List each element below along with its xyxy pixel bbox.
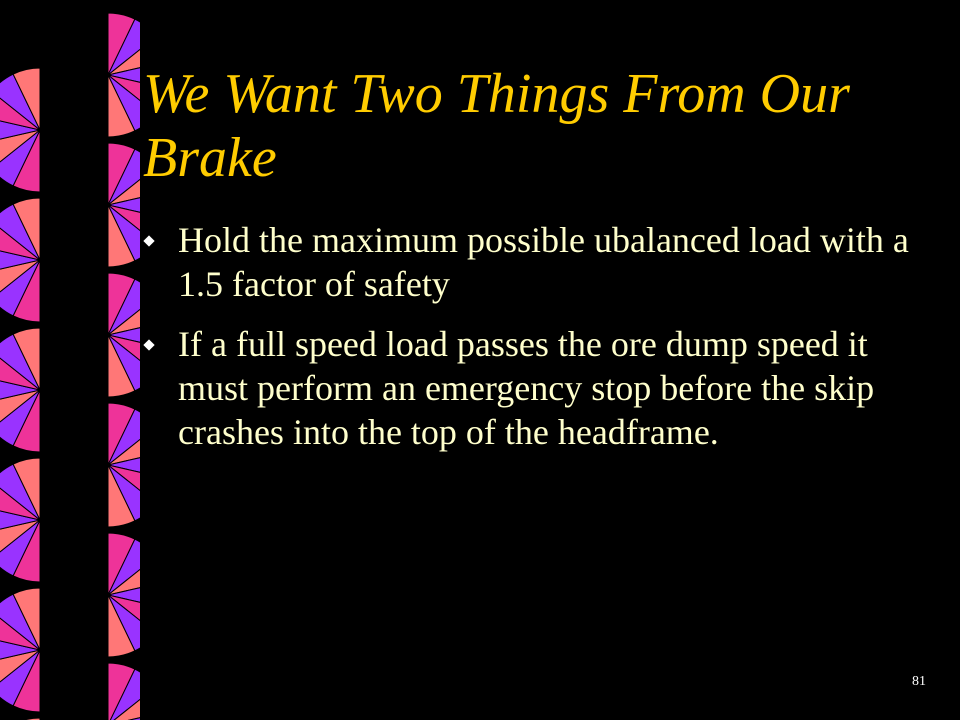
diamond-bullet-icon [143, 235, 154, 246]
bullet-item [143, 322, 943, 454]
bullet-text: Hold the maximum possible ubalanced load with a 1.5 factor of safety [178, 220, 909, 304]
slide-title: We Want Two Things From Our Brake [143, 63, 850, 189]
bullet-item [143, 218, 943, 306]
bullet-list [143, 218, 943, 470]
decorative-fan-border [0, 0, 140, 720]
page-number: 81 [912, 674, 926, 689]
bullet-text: If a full speed load passes the ore dump speed it must perform an emergency stop before the skip crashes into the top of the headframe. [178, 324, 875, 452]
diamond-bullet-icon [143, 339, 154, 350]
